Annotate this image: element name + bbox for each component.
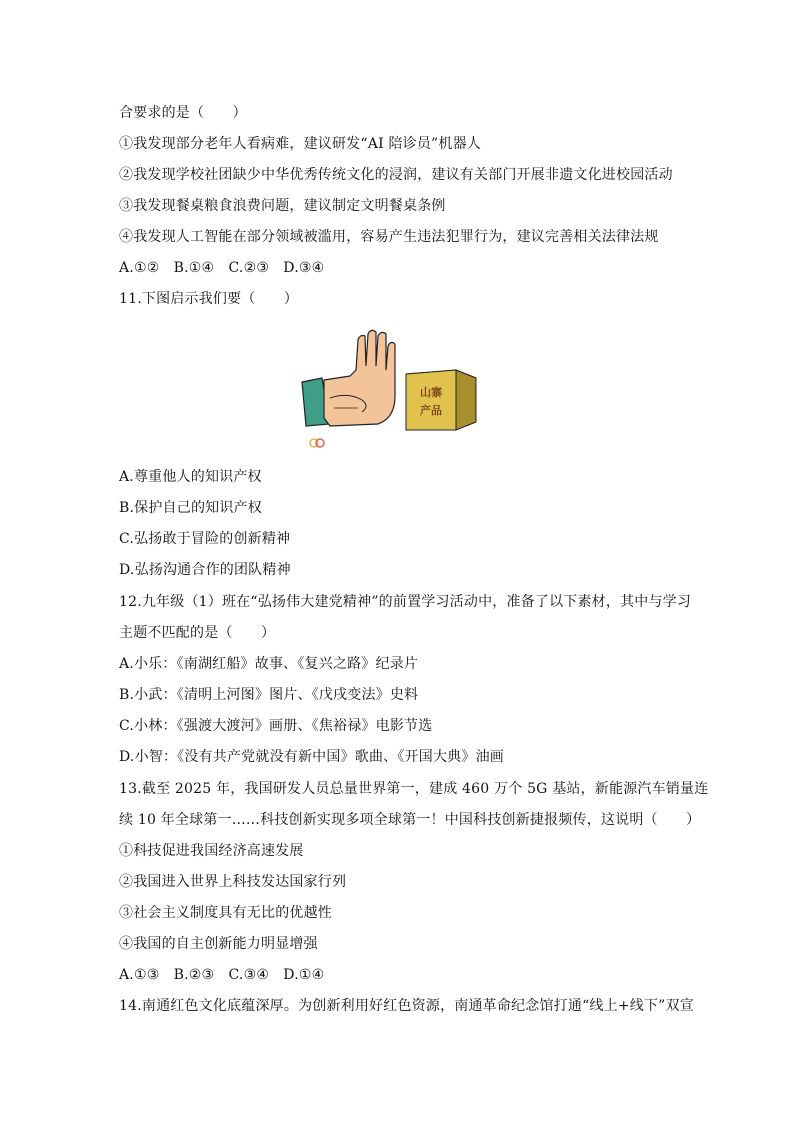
q13-option-2: ②我国进入世界上科技发达国家行列 xyxy=(119,874,347,890)
q12-stem-line2: 主题不匹配的是（ ） xyxy=(119,625,276,641)
box-front xyxy=(406,370,456,430)
q12-option-d: D.小智：《没有共产党就没有新中国》歌曲、《开国大典》油画 xyxy=(119,749,504,765)
q11-option-c: C.弘扬敢于冒险的创新精神 xyxy=(119,531,291,547)
q11-option-d: D.弘扬沟通合作的团队精神 xyxy=(119,562,291,578)
q12-option-c: C.小林：《强渡大渡河》画册、《焦裕禄》电影节选 xyxy=(119,718,433,734)
raised-hand-icon xyxy=(324,330,395,426)
stop-counterfeit-illustration xyxy=(300,326,480,452)
q14-stem-line1: 14.南通红色文化底蕴深厚。为创新利用好红色资源，南通革命纪念馆打通“线上+线下”双宣 xyxy=(119,998,694,1014)
q12-option-b: B.小武：《清明上河图》图片、《戊戌变法》史料 xyxy=(119,687,419,703)
q13-stem-line2: 续 10 年全球第一……科技创新实现多项全球第一！中国科技创新捷报频传，这说明（ ） xyxy=(119,812,701,828)
q11-option-a: A.尊重他人的知识产权 xyxy=(119,469,262,485)
q10-option-1: ①我发现部分老年人看病难，建议研发“AI 陪诊员”机器人 xyxy=(119,136,482,152)
q10-choices: A.①② B.①④ C.②③ D.③④ xyxy=(119,260,325,276)
q10-option-2: ②我发现学校社团缺少中华优秀传统文化的浸润，建议有关部门开展非遗文化进校园活动 xyxy=(119,167,673,183)
q13-choices: A.①③ B.②③ C.③④ D.①④ xyxy=(119,967,325,983)
q10-option-3: ③我发现餐桌粮食浪费问题，建议制定文明餐桌条例 xyxy=(119,198,446,214)
q11-option-b: B.保护自己的知识产权 xyxy=(119,500,262,516)
q10-option-4: ④我发现人工智能在部分领域被滥用，容易产生违法犯罪行为，建议完善相关法律法规 xyxy=(119,229,659,245)
box-label-bottom: 产品 xyxy=(420,404,442,417)
q13-option-3: ③社会主义制度具有无比的优越性 xyxy=(119,905,332,921)
q13-stem-line1: 13.截至 2025 年，我国研发人员总量世界第一，建成 460 万个 5G 基站，新能源汽车销量连 xyxy=(119,781,709,797)
box-label-top: 山寨 xyxy=(420,386,442,399)
q10-stem-continuation: 合要求的是（ ） xyxy=(119,105,247,121)
q12-option-a: A.小乐：《南湖红船》故事、《复兴之路》纪录片 xyxy=(119,656,419,672)
q12-stem-line1: 12.九年级（1）班在“弘扬伟大建党精神”的前置学习活动中，准备了以下素材，其中与学习 xyxy=(119,594,692,610)
box-side xyxy=(456,370,476,430)
q13-option-4: ④我国的自主创新能力明显增强 xyxy=(119,936,318,952)
q13-option-1: ①科技促进我国经济高速发展 xyxy=(119,843,304,859)
q11-stem: 11.下图启示我们要（ ） xyxy=(119,291,299,307)
